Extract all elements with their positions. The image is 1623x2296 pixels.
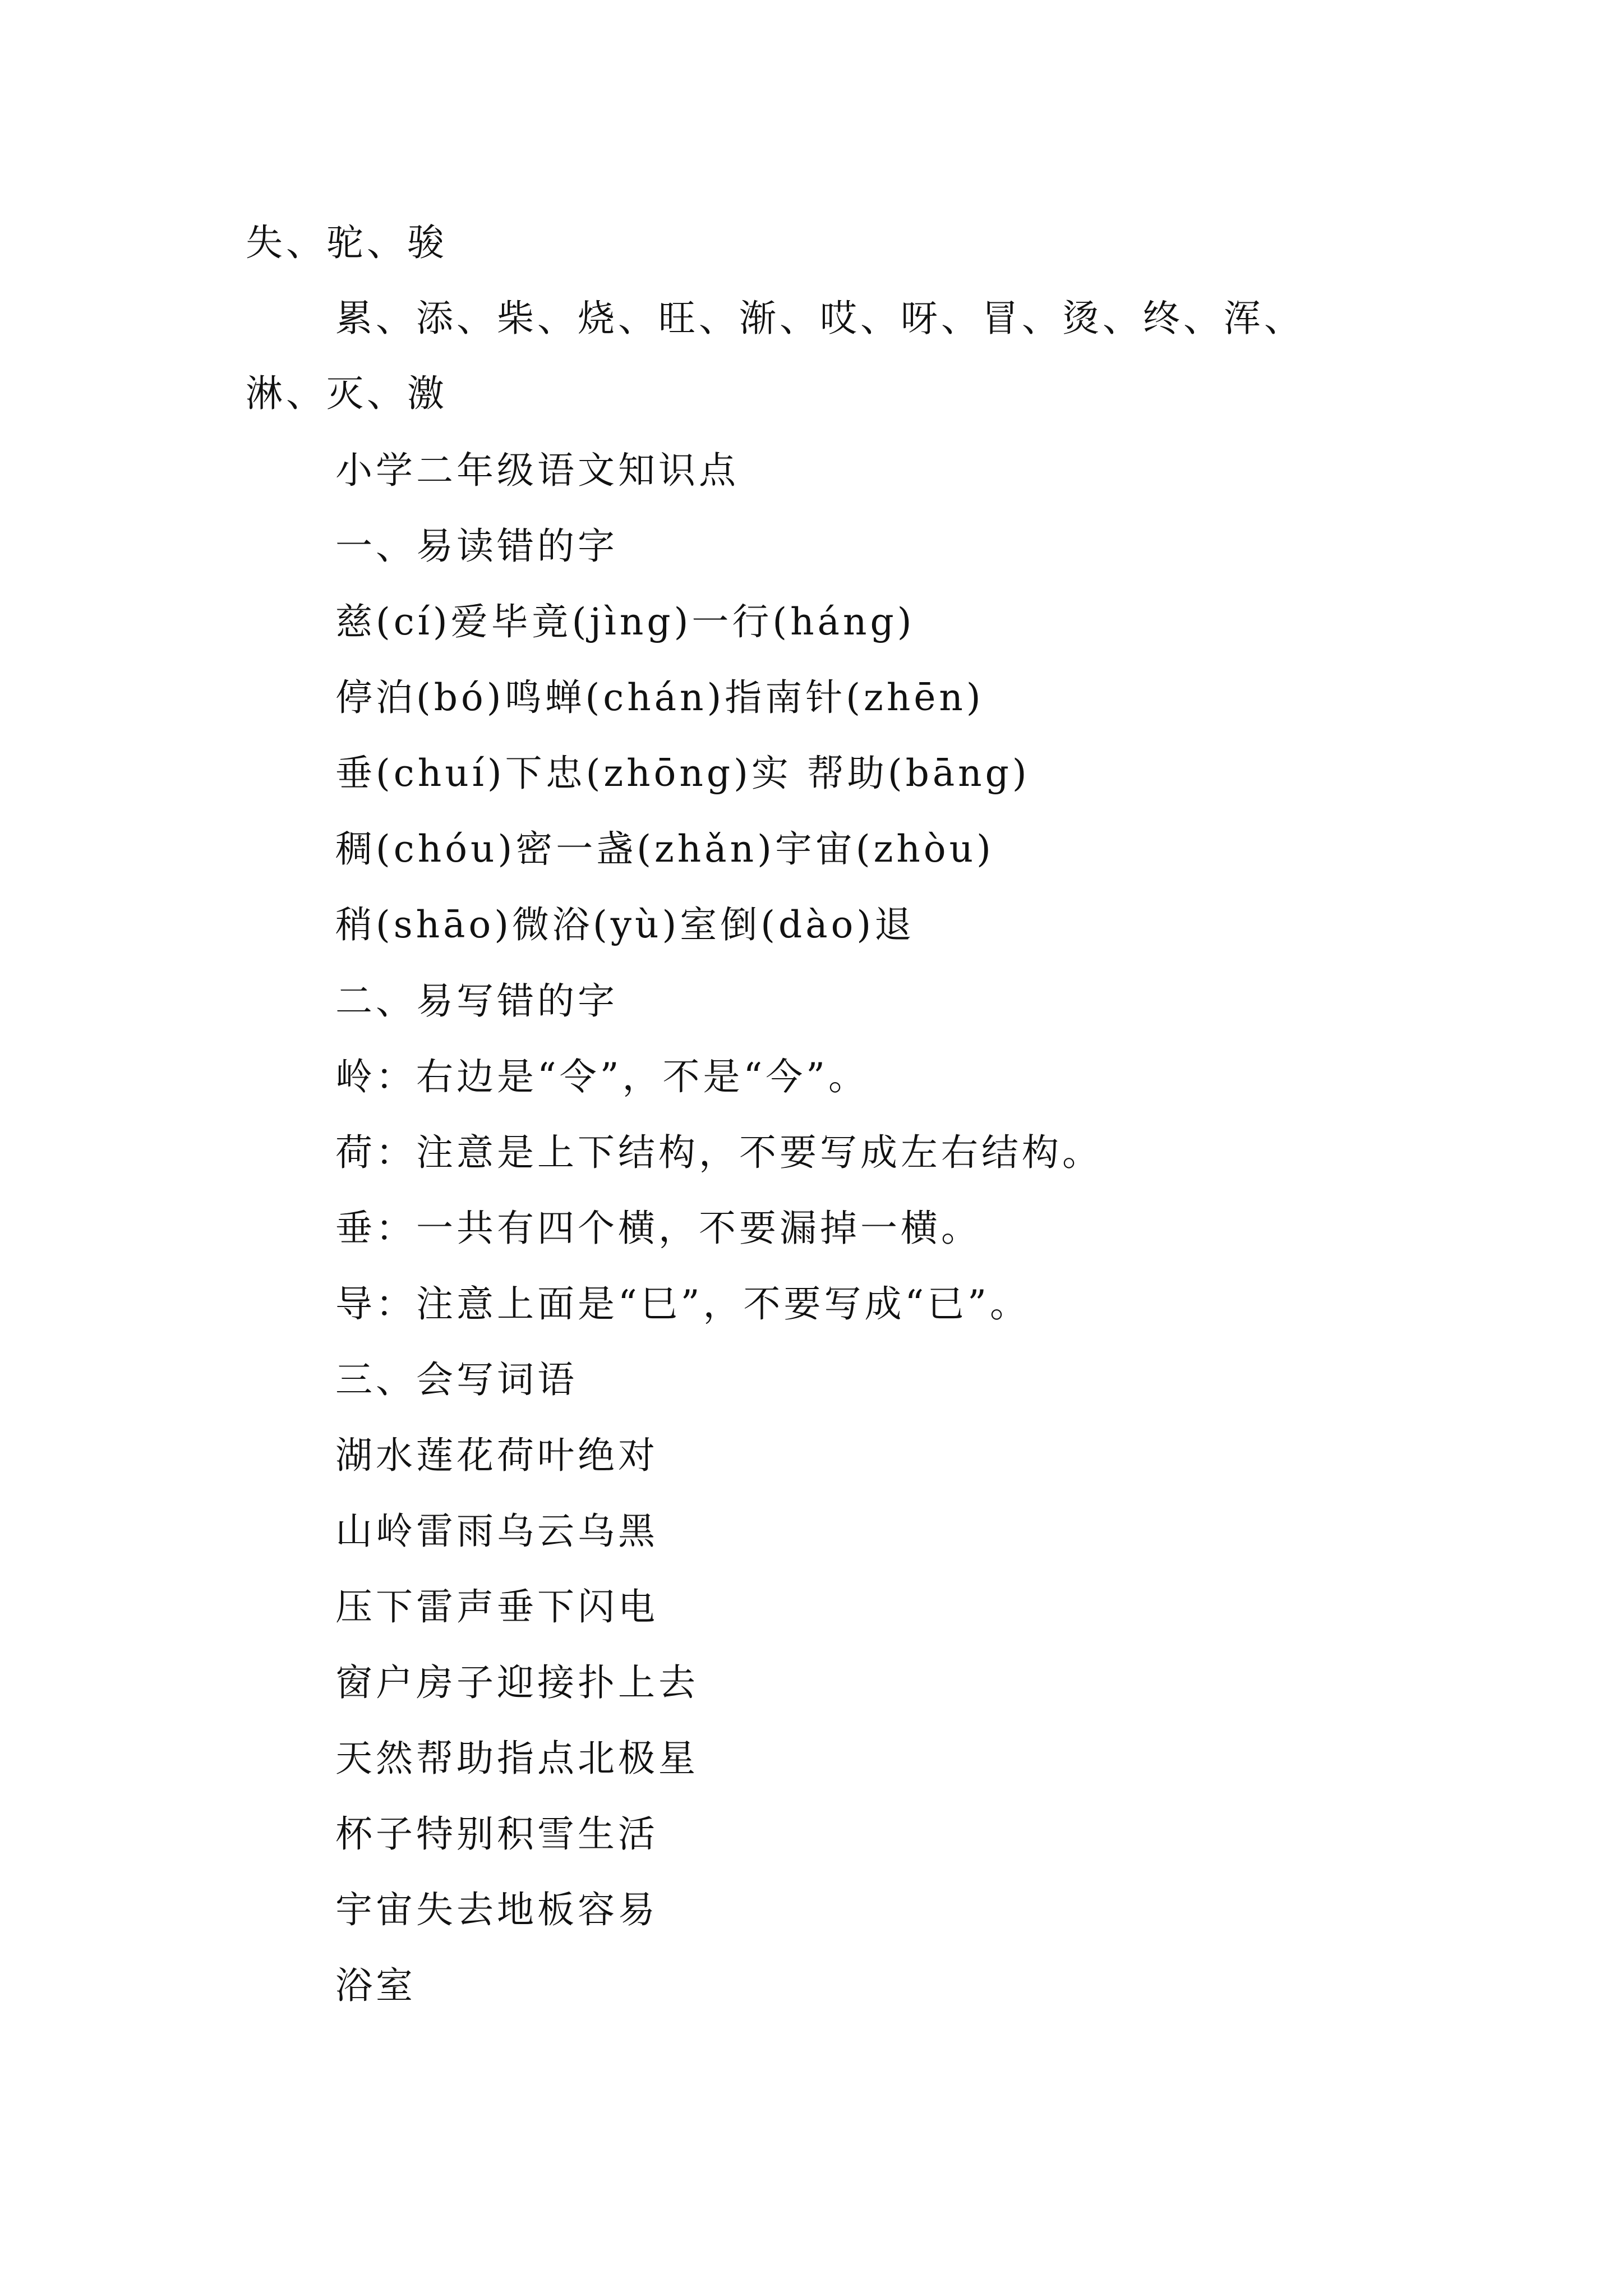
text-line: 累、添、柴、烧、旺、渐、哎、呀、冒、烫、终、浑、 (335, 297, 1304, 340)
text-line: 宇宙失去地板容易 (335, 1888, 658, 1931)
text-line: 山岭雷雨乌云乌黑 (335, 1510, 658, 1553)
section-heading: 二、易写错的字 (335, 979, 618, 1023)
section-heading: 三、会写词语 (335, 1358, 578, 1401)
section-heading: 一、易读错的字 (335, 524, 618, 568)
section-heading: 小学二年级语文知识点 (335, 449, 739, 492)
text-line: 湖水莲花荷叶绝对 (335, 1434, 658, 1477)
text-line: 浴室 (335, 1964, 416, 2007)
text-line: 垂(chuí)下忠(zhōng)实 帮助(bāng) (335, 752, 1030, 795)
text-line: 淋、灭、激 (246, 372, 448, 415)
text-line: 稠(chóu)密一盏(zhǎn)宇宙(zhòu) (335, 827, 994, 871)
text-line: 窗户房子迎接扑上去 (335, 1661, 699, 1704)
text-line: 慈(cí)爱毕竟(jìng)一行(háng) (335, 600, 915, 643)
text-line: 垂：一共有四个横，不要漏掉一横。 (335, 1207, 981, 1250)
text-line: 天然帮助指点北极星 (335, 1737, 699, 1780)
text-line: 荷：注意是上下结构，不要写成左右结构。 (335, 1131, 1103, 1174)
text-line: 岭：右边是“令”，不是“今”。 (335, 1055, 869, 1098)
text-line: 失、驼、骏 (246, 221, 448, 264)
text-line: 稍(shāo)微浴(yù)室倒(dào)退 (335, 903, 915, 946)
text-line: 停泊(bó)鸣蝉(chán)指南针(zhēn) (335, 676, 984, 719)
text-line: 杯子特别积雪生活 (335, 1812, 658, 1856)
text-line: 压下雷声垂下闪电 (335, 1585, 658, 1628)
text-line: 导：注意上面是“巳”，不要写成“已”。 (335, 1282, 1030, 1326)
